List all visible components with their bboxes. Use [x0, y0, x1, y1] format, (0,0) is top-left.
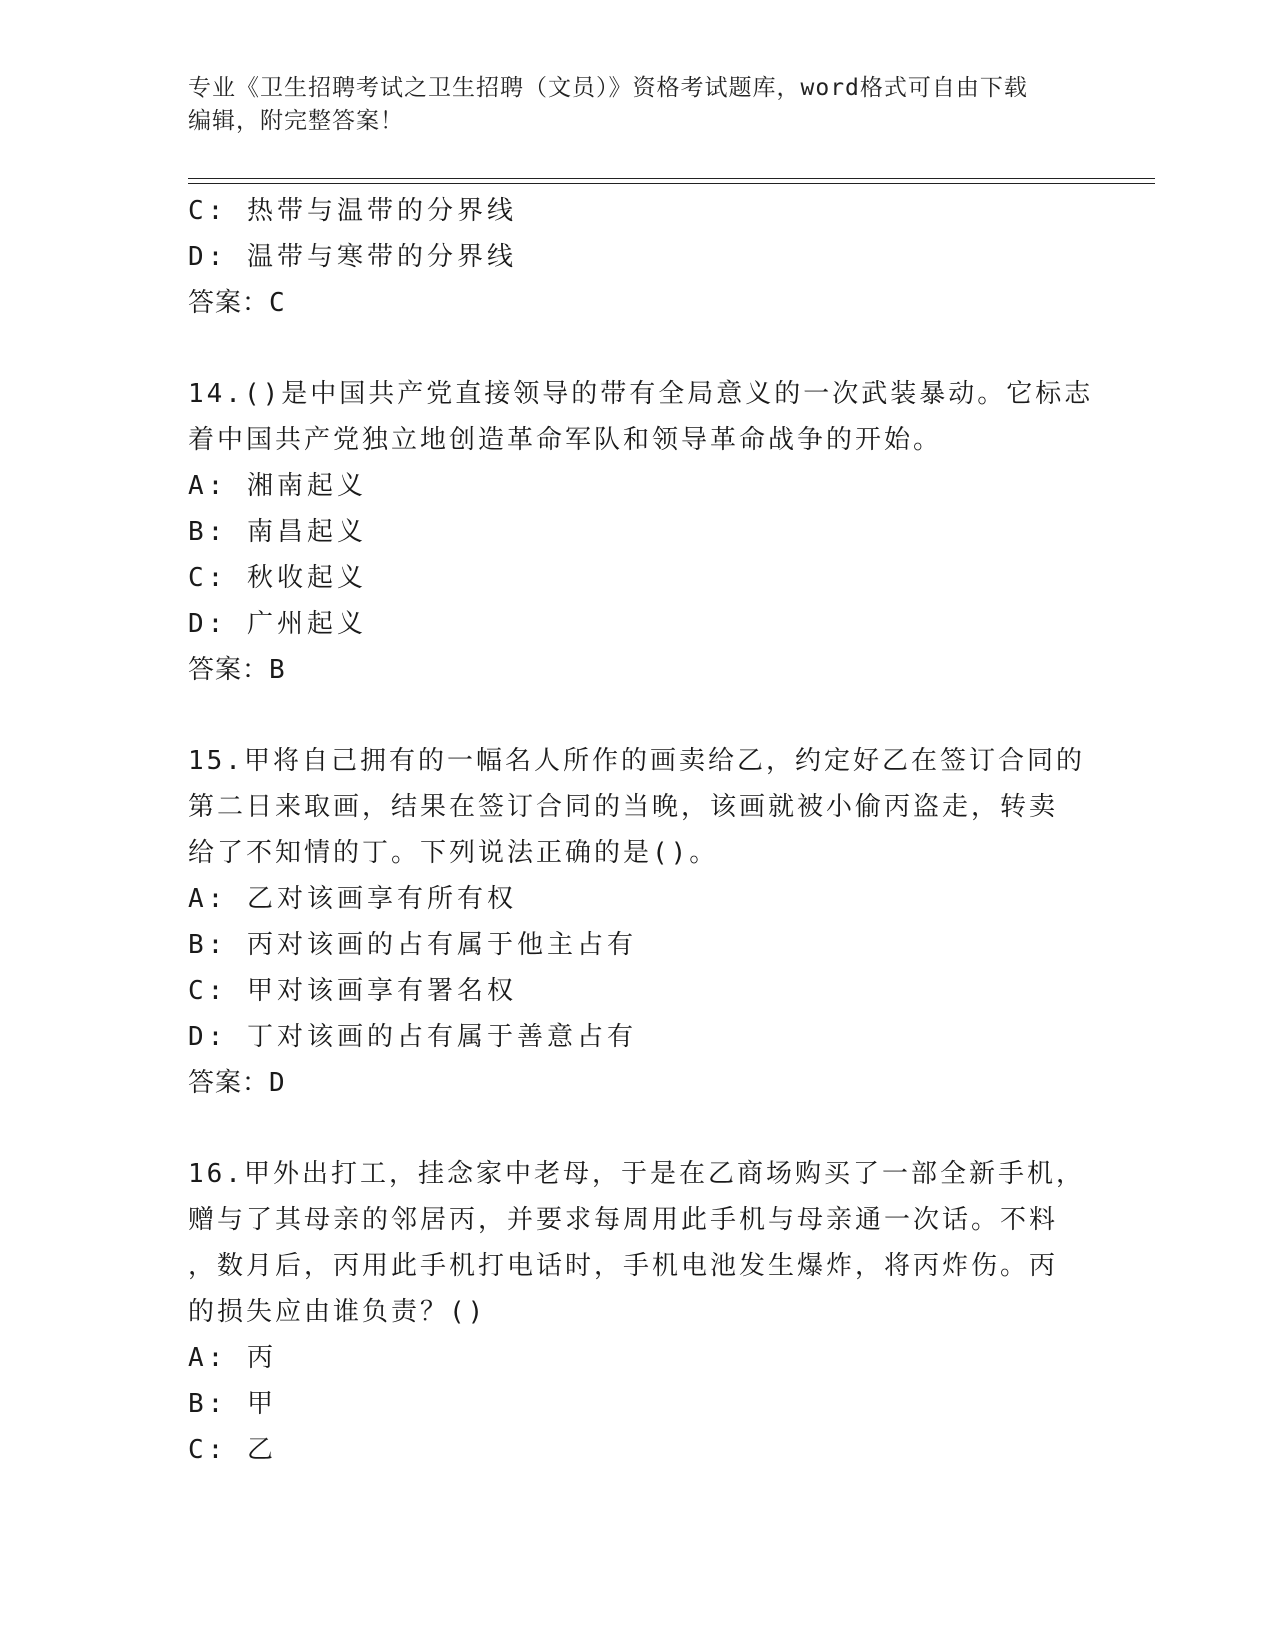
header-line-1: 专业《卫生招聘考试之卫生招聘（文员）》资格考试题库，word格式可自由下载 — [188, 75, 1028, 101]
option-b: B: 丙对该画的占有属于他主占有 — [188, 930, 637, 960]
stem-line: 给了不知情的丁。下列说法正确的是()。 — [188, 838, 719, 868]
question-stem — [188, 1151, 1088, 1335]
header-line-2: 编辑，附完整答案！ — [188, 108, 404, 134]
question-stem — [188, 738, 1088, 876]
question-16 — [188, 1151, 1088, 1473]
option-a: A: 湘南起义 — [188, 471, 367, 501]
question-14 — [188, 371, 1094, 693]
answer-line — [188, 647, 1088, 693]
header-divider-bottom — [188, 183, 1155, 184]
question-13-tail — [188, 188, 1088, 326]
answer-value: B — [269, 655, 286, 685]
stem-line: 16.甲外出打工，挂念家中老母，于是在乙商场购买了一部全新手机， — [188, 1159, 1085, 1189]
stem-line: 15.甲将自己拥有的一幅名人所作的画卖给乙，约定好乙在签订合同的 — [188, 746, 1085, 776]
question-15 — [188, 738, 1088, 1106]
option-c: C: 乙 — [188, 1435, 277, 1465]
question-list — [188, 188, 1094, 1473]
option-d: D: 丁对该画的占有属于善意占有 — [188, 1022, 637, 1052]
answer-label: 答案： — [188, 288, 270, 318]
question-stem — [188, 371, 1094, 463]
option-d: D: 广州起义 — [188, 609, 367, 639]
answer-value: C — [269, 288, 286, 318]
answer-label: 答案： — [188, 655, 270, 685]
option-d: D: 温带与寒带的分界线 — [188, 242, 517, 272]
stem-line: 14.()是中国共产党直接领导的带有全局意义的一次武装暴动。它标志 — [188, 379, 1094, 409]
answer-label: 答案： — [188, 1068, 270, 1098]
answer-value: D — [269, 1068, 286, 1098]
document-header — [188, 72, 1088, 138]
spacer — [188, 326, 1088, 371]
stem-line: ，数月后，丙用此手机打电话时，手机电池发生爆炸，将丙炸伤。丙 — [188, 1251, 1059, 1281]
stem-line: 的损失应由谁负责？() — [188, 1297, 487, 1327]
option-a: A: 丙 — [188, 1343, 277, 1373]
stem-line: 第二日来取画，结果在签订合同的当晚，该画就被小偷丙盗走，转卖 — [188, 792, 1059, 822]
spacer — [188, 693, 1088, 738]
header-divider-top — [188, 178, 1155, 179]
answer-line — [188, 280, 1088, 326]
option-b: B: 南昌起义 — [188, 517, 367, 547]
stem-line: 赠与了其母亲的邻居丙，并要求每周用此手机与母亲通一次话。不料 — [188, 1205, 1059, 1235]
spacer — [188, 1106, 1088, 1151]
option-c: C: 甲对该画享有署名权 — [188, 976, 517, 1006]
stem-line: 着中国共产党独立地创造革命军队和领导革命战争的开始。 — [188, 425, 943, 455]
option-a: A: 乙对该画享有所有权 — [188, 884, 517, 914]
option-b: B: 甲 — [188, 1389, 277, 1419]
answer-line — [188, 1060, 1088, 1106]
option-c: C: 热带与温带的分界线 — [188, 196, 517, 226]
option-c: C: 秋收起义 — [188, 563, 367, 593]
